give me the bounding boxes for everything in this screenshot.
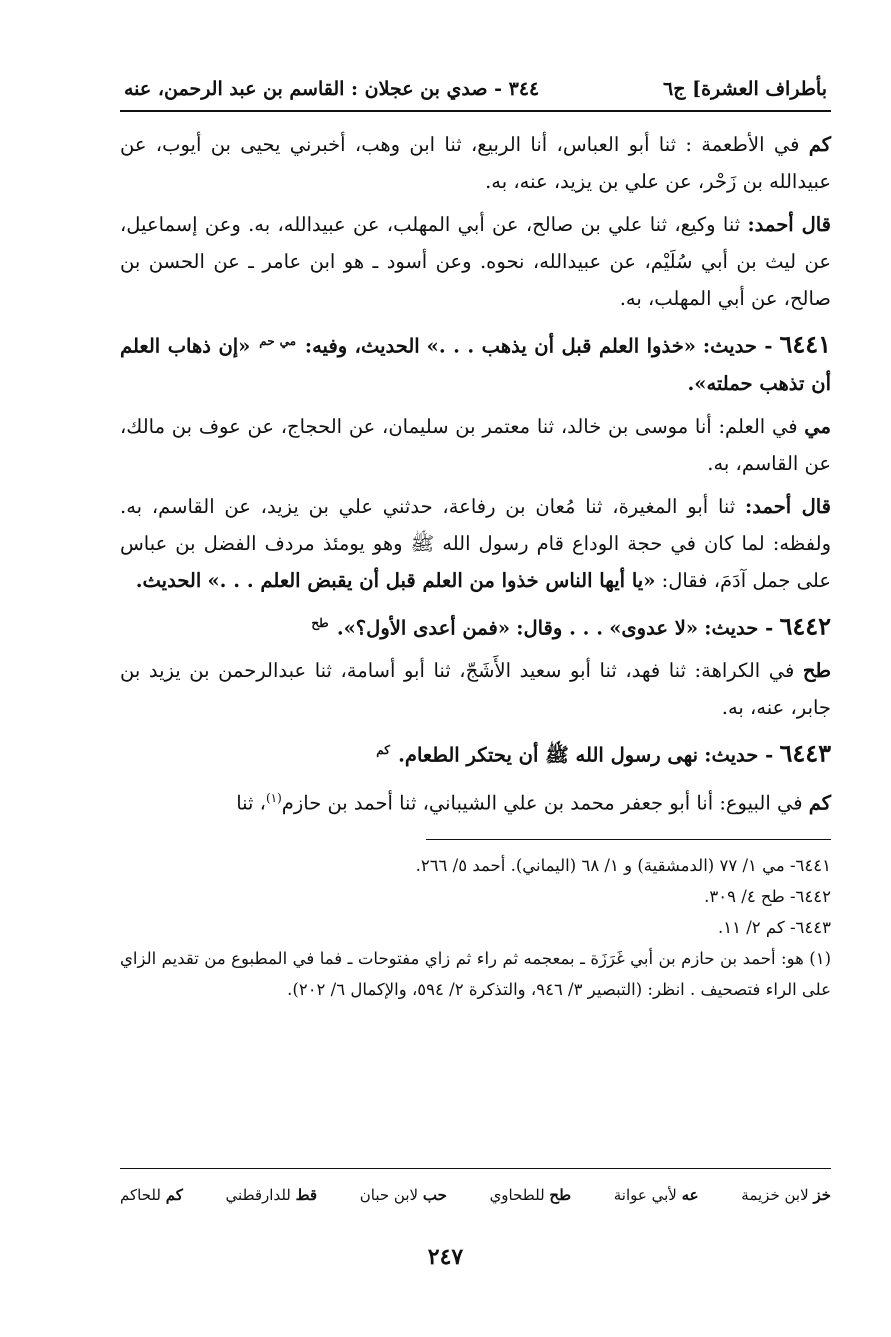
paragraph-text-end: ، ثنا [236, 791, 266, 814]
paragraph-text: في الأطعمة : ثنا أبو العباس، أنا الربيع، ثنا ابن وهب، أخبرني يحيى بن أيوب، عن عبيدالله بن زَحْر، عن علي بن يزيد، عنه، به. [120, 133, 831, 193]
hadith-quote: «يا أيها الناس خذوا من العلم قبل أن يقبض العلم . . .» [207, 568, 656, 592]
paragraph-tah-karaha [120, 652, 831, 726]
hadith-mid: الحديث، وفيه: [304, 334, 420, 358]
hadith-number: ٦٤٤٣ [779, 738, 831, 768]
paragraph-kam-buyu [120, 780, 831, 822]
footnote-divider [426, 839, 831, 840]
paragraph-text: ثنا أبو المغيرة، ثنا مُعان بن رفاعة، حدثني علي بن يزيد، عن القاسم، به. ولفظه: لما كان في حجة الوداع قام رسول الله ﷺ وهو يومئذ مردف الفضل بن عباس على جمل آدَمَ، فقال: [120, 494, 831, 592]
source-siglum: مي [804, 414, 831, 438]
abbreviation-legend [120, 1186, 831, 1204]
hadith-6443 [120, 732, 831, 774]
paragraph-mi-ilm [120, 408, 831, 482]
legend-item-kam: كم للحاكم [120, 1186, 183, 1204]
footnote-6441: ٦٤٤١- مي ١/ ٧٧ (الدمشقية) و ١/ ٦٨ (اليماني). أحمد ٥/ ٢٦٦. [415, 856, 831, 875]
hadith-6442 [120, 605, 831, 647]
paragraph-text: ثنا وكيع، ثنا علي بن صالح، عن أبي المهلب، عن عبيدالله، به. وعن إسماعيل، عن ليث بن أبي سُلَيْم، عن عبيدالله، نحوه. وعن أسود ـ هو ابن عامر ـ عن الحسن بن صالح، عن أبي المهلب، به. [120, 213, 831, 310]
paragraph-kam-atima [120, 126, 831, 200]
hadith-text: «خذوا العلم قبل أن يذهب . . .» [426, 334, 696, 358]
footnote-6442: ٦٤٤٢- طح ٤/ ٣٠٩. [704, 887, 831, 906]
hadith-6441 [120, 323, 831, 402]
hadith-text-2: «فمن أعدى الأول؟». [336, 616, 511, 639]
page-number: ٢٤٧ [427, 1244, 464, 1270]
hadith-text: نهى رسول الله ﷺ أن يحتكر الطعام. [398, 743, 699, 767]
footnote-reference[interactable]: (١) [265, 790, 282, 805]
running-head-volume: بأطراف العشرة] ج٦ [663, 78, 827, 100]
paragraph-ahmad-2 [120, 488, 831, 599]
paragraph-tail: الحديث. [135, 568, 202, 592]
paragraph-text: في العلم: أنا موسى بن خالد، ثنا معتمر بن سليمان، عن الحجاج، عن عوف بن مالك، عن القاسم، به. [120, 414, 831, 475]
legend-item-qut: قط للدارقطني [225, 1186, 318, 1204]
source-siglum: كم [808, 133, 832, 156]
hadith-lead: - حديث: [704, 616, 774, 639]
source-siglum: طح [802, 659, 832, 682]
source-siglum: كم [808, 791, 831, 814]
paragraph-text: في البيوع: أنا أبو جعفر محمد بن علي الشيباني، ثنا أحمد بن حازم [281, 791, 803, 814]
hadith-lead: - حديث: [702, 334, 773, 358]
legend-item-ah: عه لأبي عوانة [613, 1186, 699, 1204]
hadith-mid: . . . وقال: [516, 616, 604, 639]
footnotes [120, 850, 831, 1005]
legend-divider [120, 1168, 831, 1169]
hadith-text-2: «إن ذهاب العلم أن تذهب حملته». [120, 334, 831, 395]
hadith-number: ٦٤٤١ [779, 329, 831, 359]
legend-item-tah: طح للطحاوي [489, 1186, 572, 1204]
source-attribution: قال أحمد: [747, 213, 832, 236]
margin-siglum: مي حم [259, 334, 296, 348]
running-head-chapter: ٣٤٤ - صدي بن عجلان : القاسم بن عبد الرحمن، عنه [124, 78, 540, 100]
paragraph-text: في الكراهة: ثنا فهد، ثنا أبو سعيد الأَشَجّ، ثنا أبو أسامة، ثنا عبدالرحمن بن يزيد بن جابر، عنه، به. [120, 659, 831, 719]
footnote-1: (١) هو: أحمد بن حازم بن أبي غَرَزَة ـ بمعجمه ثم راء ثم زاي مفتوحات ـ فما في المطبوع من تقديم الزاي على الراء فتصحيف . انظر: (التبصير ٣/ ٩٤٦، والتذكرة ٢/ ٥٩٤، والإكمال ٦/ ٢٠٢). [120, 949, 831, 999]
paragraph-ahmad-1 [120, 206, 831, 317]
legend-item-hib: حب لابن حبان [359, 1186, 447, 1204]
main-text [120, 112, 831, 1005]
margin-siglum: كم [376, 743, 390, 757]
hadith-lead: - حديث: [704, 743, 774, 767]
legend-item-khuz: خز لابن خزيمة [741, 1186, 831, 1204]
hadith-number: ٦٤٤٢ [779, 611, 831, 640]
margin-siglum: طح [311, 615, 329, 630]
source-attribution: قال أحمد: [745, 494, 831, 518]
running-head [120, 78, 831, 112]
footnote-6443: ٦٤٤٣- كم ٢/ ١١. [717, 918, 831, 937]
hadith-text: «لا عدوى» [609, 616, 699, 639]
